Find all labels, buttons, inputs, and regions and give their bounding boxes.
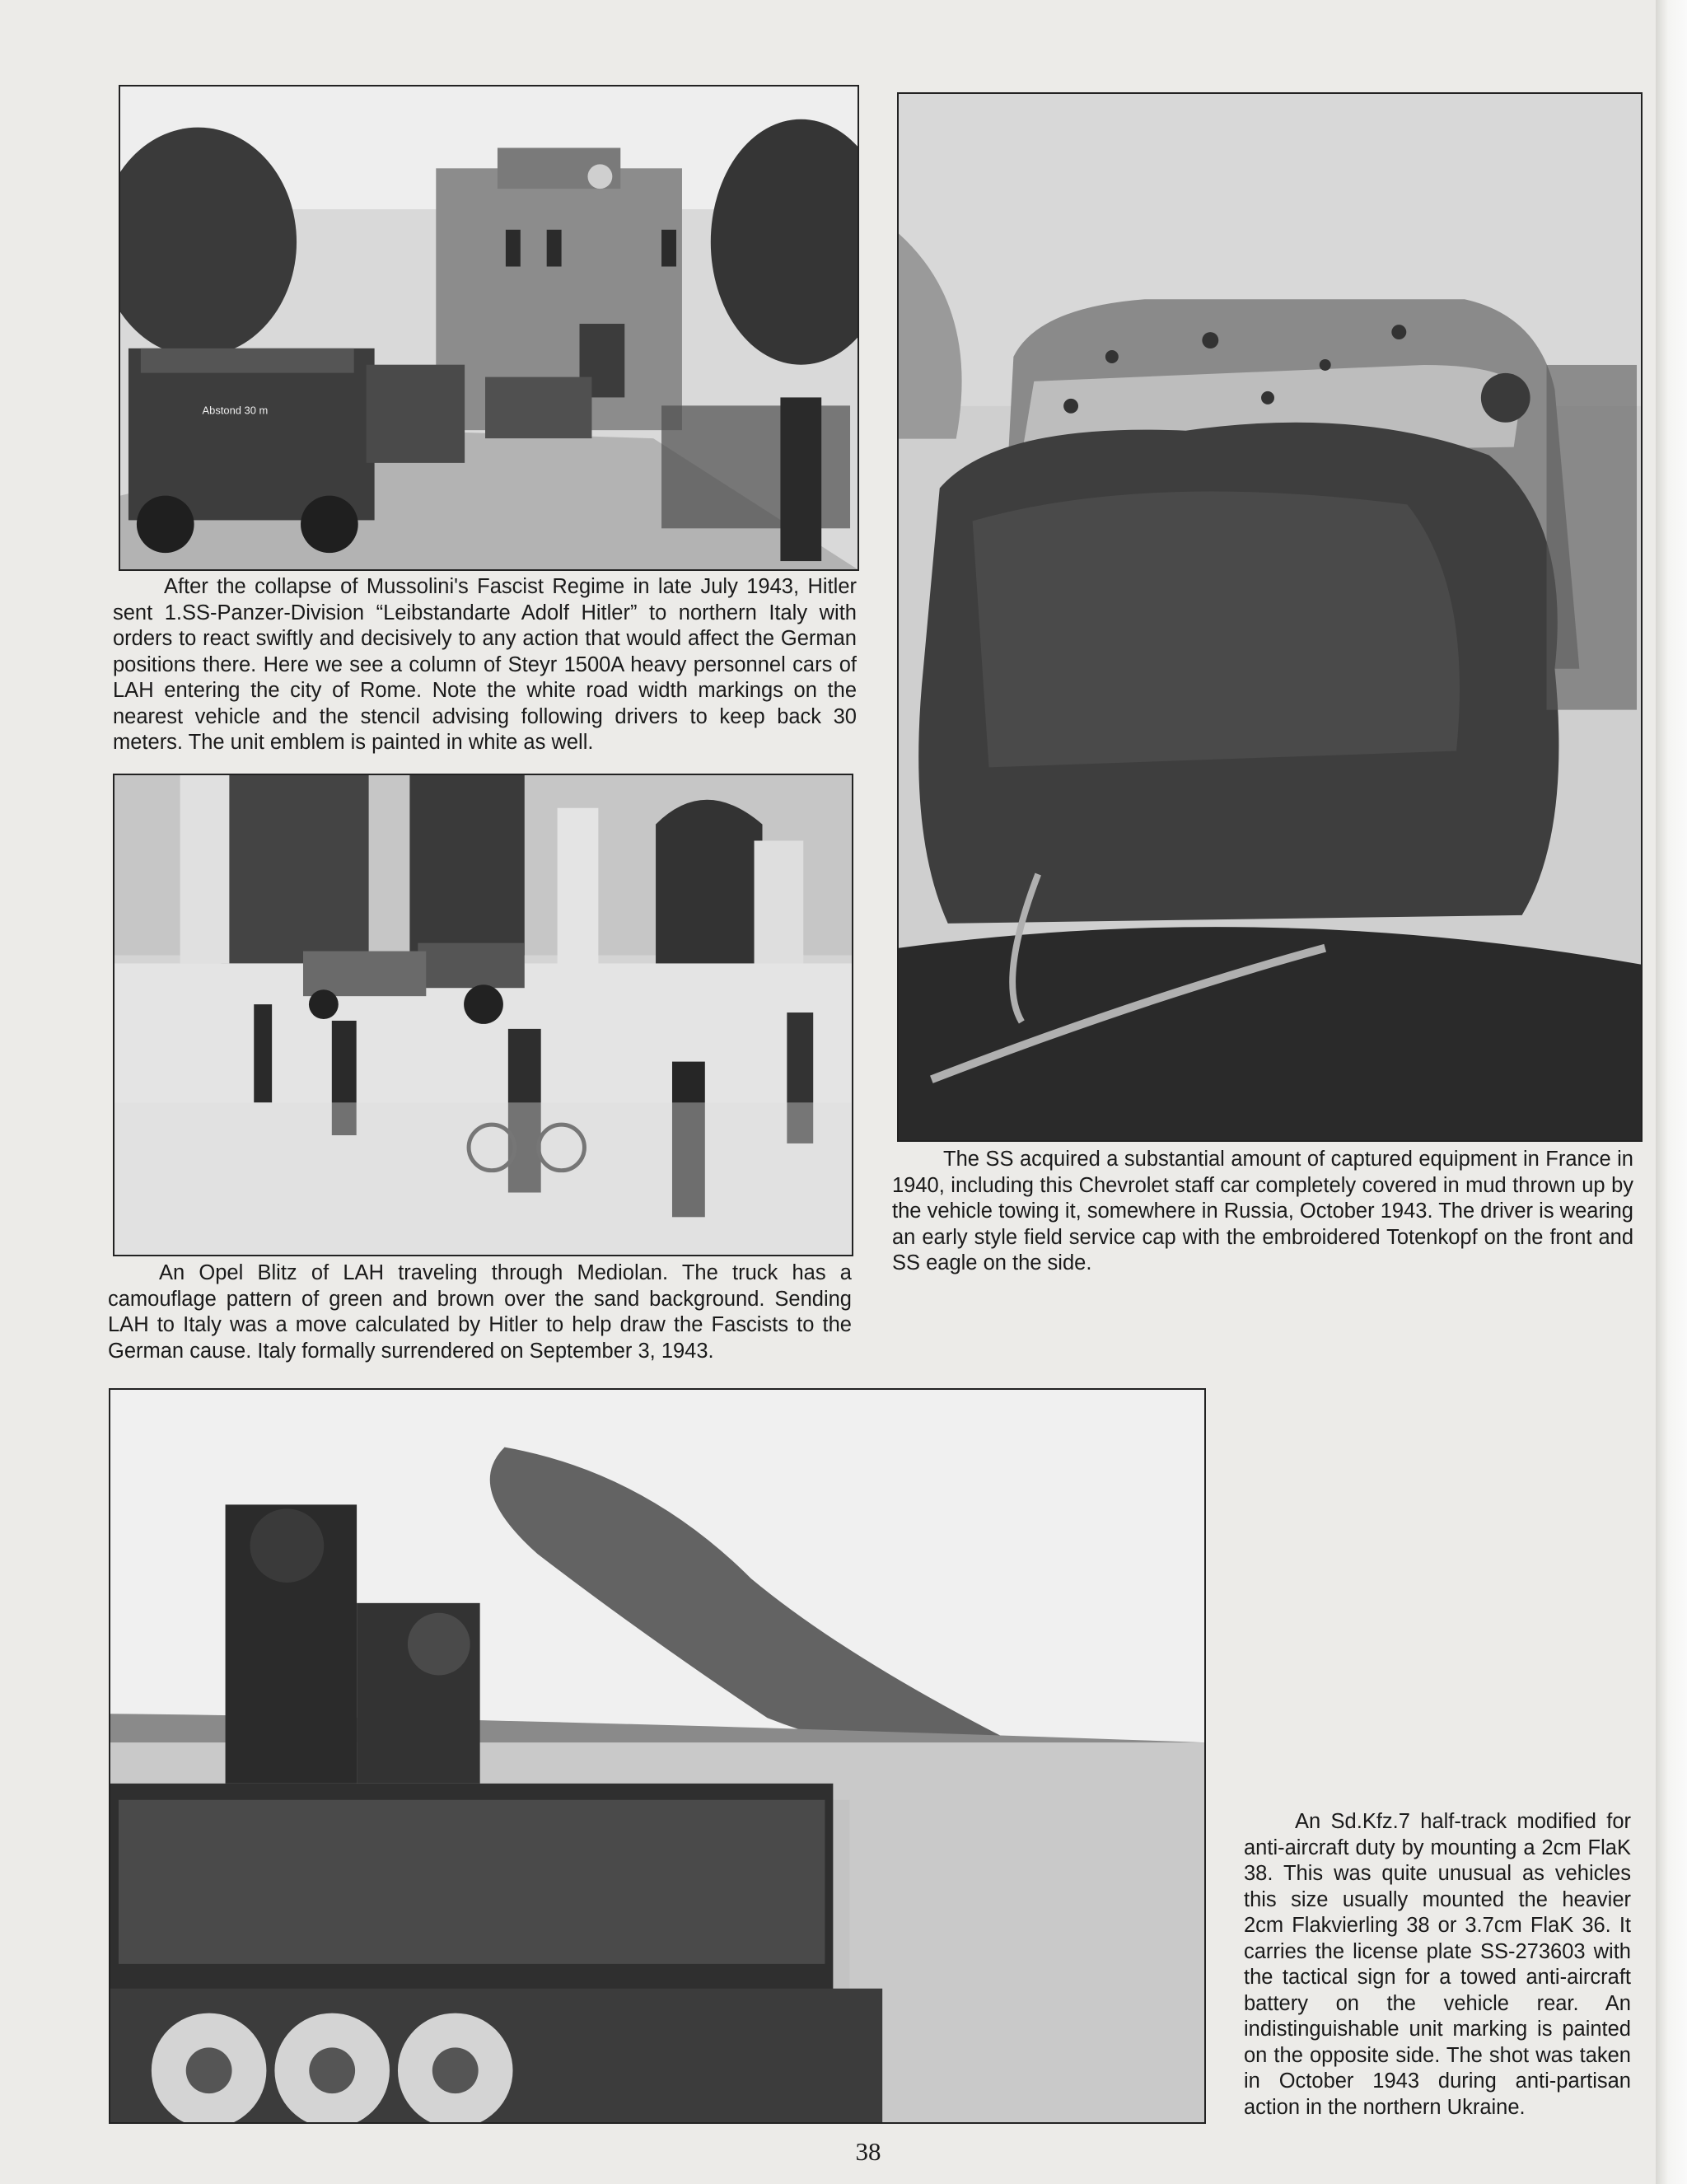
- caption-chevrolet: The SS acquired a substantial amount of captured equipment in France in 1940, including this Chevrolet staff car completely covered in mud thrown up by the vehicle towing it, somewhere in Russia, October 1943. The driver is wearing an early style field service cap with the embroidered Totenkopf on the front and SS eagle on the side.: [892, 1148, 1633, 1274]
- vehicle-stencil: Abstond 30 m: [202, 404, 269, 417]
- photo-chevrolet-staff-car: [897, 92, 1643, 1142]
- page-edge: [1656, 0, 1687, 2184]
- photo-rome-column: [119, 85, 859, 571]
- photo-halftrack-flak: [109, 1388, 1206, 2124]
- page-number: 38: [855, 2137, 881, 2166]
- photo-mediolan: [113, 774, 853, 1256]
- caption-mediolan: An Opel Blitz of LAH traveling through Mediolan. The truck has a camouflage pattern of green and brown over the sand background. Sending LAH to Italy was a move calculated by Hitler to help draw the Fascists to the German cause. Italy formally surrendered on September 3, 1943.: [108, 1261, 852, 1363]
- caption-rome: After the collapse of Mussolini's Fascist Regime in late July 1943, Hitler sent 1.SS-Panzer-Division “Leibstandarte Adolf Hitler” to northern Italy with orders to react swiftly and decisively to any action that would affect the German positions there. Here we see a column of Steyr 1500A heavy personnel cars of LAH entering the city of Rome. Note the white road width markings on the nearest vehicle and the stencil advising following drivers to keep back 30 meters. The unit emblem is painted in white as well.: [113, 575, 857, 754]
- caption-halftrack: An Sd.Kfz.7 half-track modified for anti-aircraft duty by mounting a 2cm FlaK 38. This was quite unusual as vehicles this size usually mounted the heavier 2cm Flakvierling 38 or 3.7cm FlaK 36. It carries the license plate SS-273603 with the tactical sign for a towed anti-aircraft battery on the vehicle rear. An indistinguishable unit marking is painted on the opposite side. The shot was taken in October 1943 during anti-partisan action in the northern Ukraine.: [1244, 1810, 1631, 2119]
